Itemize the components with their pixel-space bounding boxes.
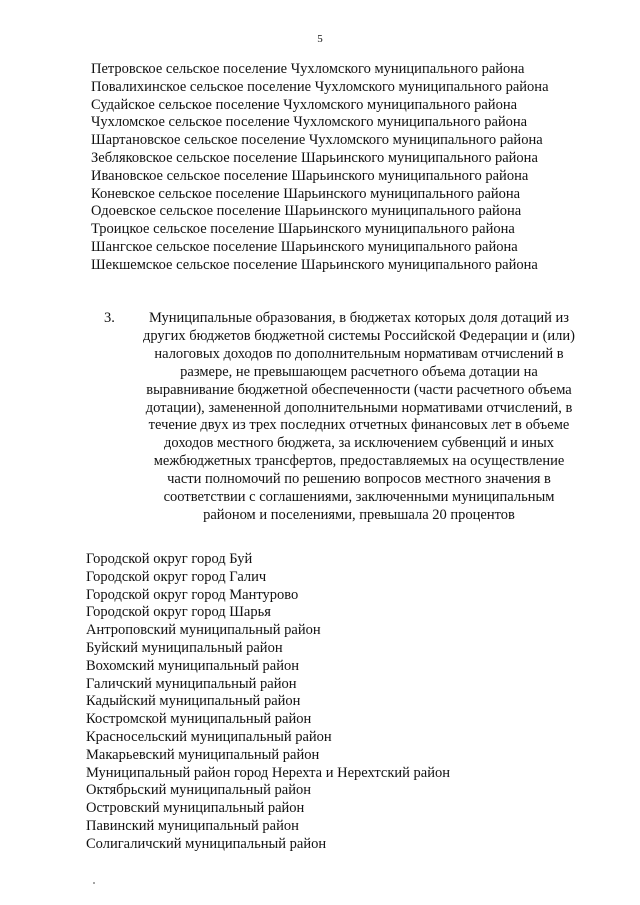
list-item: Вохомский муниципальный район [86,657,300,674]
section-heading-line: части полномочий по решению вопросов местного значения в [167,471,551,488]
districts-list [86,551,450,854]
section-heading-line: районом и поселениями, превышала 20 процентов [203,506,515,523]
list-item: Шангское сельское поселение Шарьинского муниципального района [91,238,518,255]
list-item: Судайское сельское поселение Чухломского муниципального района [91,96,518,113]
list-item: Коневское сельское поселение Шарьинского муниципального района [91,185,521,202]
list-item: Троицкое сельское поселение Шарьинского муниципального района [91,221,515,238]
section-heading-line: налоговых доходов по дополнительным нормативам отчислений в [154,345,564,362]
list-item: Городской округ город Мантурово [86,586,299,603]
list-item: Октябрьский муниципальный район [86,782,311,799]
section-3 [104,310,594,525]
section-heading-line: течение двух из трех последних отчетных финансовых лет в объеме [148,417,570,434]
section-number: 3. [104,310,115,326]
list-item: Чухломское сельское поселение Чухломского муниципального района [91,114,528,131]
list-item: Городской округ город Шарья [86,604,271,621]
list-item: Островский муниципальный район [86,800,305,817]
list-item: Повалихинское сельское поселение Чухломского муниципального района [91,78,549,95]
section-heading-line: других бюджетов бюджетной системы Российской Федерации и (или) [142,327,576,344]
section-heading-line: межбюджетных трансфертов, предоставляемых на осуществление [153,453,565,470]
list-item: Городской округ город Буй [86,551,253,567]
section-heading-line: соответствии с соглашениями, заключенными муниципальным [163,489,555,506]
scan-speck [93,882,95,884]
section-heading-line: доходов местного бюджета, за исключением субвенций и иных [164,435,554,452]
page-number: 5 [317,33,323,45]
list-item: Солигаличский муниципальный район [86,835,327,852]
list-item: Буйский муниципальный район [86,639,283,656]
list-item: Шартановское сельское поселение Чухломского муниципального района [91,132,543,149]
section-heading-line: размере, не превышающем расчетного объема дотации на [180,363,538,380]
section-heading-line: выравнивание бюджетной обеспеченности (части расчетного объема [146,381,572,398]
list-item: Шекшемское сельское поселение Шарьинского муниципального района [91,256,538,273]
list-item: Ивановское сельское поселение Шарьинского муниципального района [91,167,529,184]
list-item: Костромской муниципальный район [86,711,312,728]
list-item: Павинский муниципальный район [86,817,299,834]
list-item: Городской округ город Галич [86,568,267,585]
list-item: Петровское сельское поселение Чухломского муниципального района [91,61,525,77]
list-item: Муниципальный район город Нерехта и Нерехтский район [86,764,451,781]
section-heading [124,310,594,525]
list-item: Галичский муниципальный район [86,675,297,692]
list-item: Антроповский муниципальный район [86,622,321,639]
section-heading-line: Муниципальные образования, в бюджетах которых доля дотаций из [148,310,570,326]
section-heading-line: дотации), замененной дополнительными нормативами отчислений, в [145,399,573,416]
list-item: Зебляковское сельское поселение Шарьинского муниципального района [91,149,538,166]
list-item: Красносельский муниципальный район [86,728,332,745]
list-item: Кадыйский муниципальный район [86,693,301,710]
settlements-list [91,61,549,275]
list-item: Макарьевский муниципальный район [86,746,320,763]
list-item: Одоевское сельское поселение Шарьинского муниципального района [91,203,522,220]
